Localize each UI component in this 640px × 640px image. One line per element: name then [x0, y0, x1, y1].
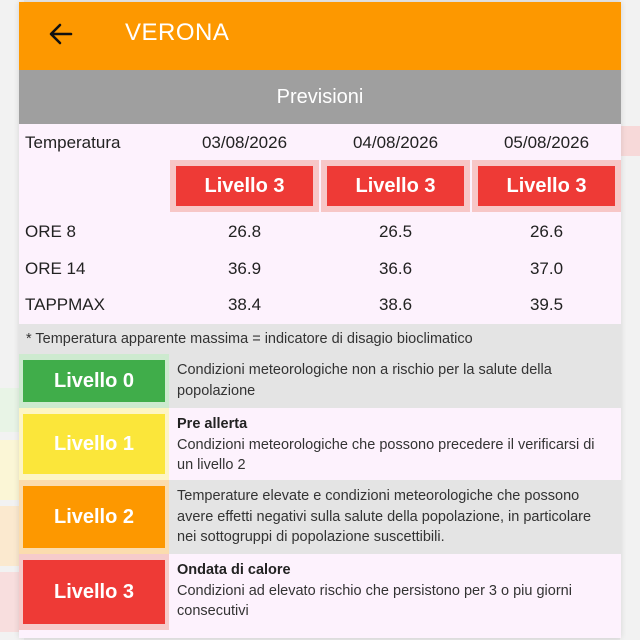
legend-badge: Livello 3: [23, 560, 165, 624]
legend-badge-wrap: [19, 354, 169, 408]
legend-description: [169, 480, 621, 554]
legend-row-level-0: [19, 354, 621, 408]
page-title: VERONA: [125, 19, 230, 46]
value-cell: 38.4: [227, 295, 262, 314]
value-cell: 36.6: [378, 259, 413, 278]
legend-row-level-2: [19, 480, 621, 554]
background-red-strip: [0, 572, 20, 632]
legend-badge: Livello 1: [23, 414, 165, 474]
footnote: * Temperatura apparente massima = indicatore di disagio bioclimatico: [19, 324, 621, 354]
value-cell: 38.6: [378, 295, 413, 314]
date-2: 04/08/2026: [352, 133, 439, 152]
level-badge-label: Livello 3: [478, 166, 615, 206]
legend-badge-wrap: [19, 480, 169, 554]
background-right-red-strip: [620, 126, 640, 156]
background-right-edge: [620, 0, 640, 640]
row-label-ore-8: ORE 8: [25, 222, 77, 241]
legend-badge: Livello 0: [23, 360, 165, 402]
arrow-left-icon[interactable]: [47, 20, 75, 48]
value-cell: 37.0: [529, 259, 564, 278]
legend-text: Condizioni meteorologiche che possono precedere il verificarsi di un livello 2: [177, 436, 595, 473]
forecast-dialog: [19, 2, 621, 638]
value-cell: 36.9: [227, 259, 262, 278]
value-cell: 26.6: [529, 222, 564, 241]
level-badge-day-3: [472, 160, 621, 212]
section-title-label: Previsioni: [276, 85, 364, 108]
legend-title: Pre allerta: [177, 416, 248, 432]
legend-row-level-3: [19, 554, 621, 630]
legend-description: [169, 554, 621, 630]
app-bar: [19, 2, 621, 70]
row-label-tappmax: TAPPMAX: [25, 295, 105, 314]
legend-text: Condizioni meteorologiche non a rischio per la salute della popolazione: [177, 362, 552, 399]
legend-description: [169, 354, 621, 408]
value-cell: 26.5: [378, 222, 413, 241]
background-yellow-strip: [0, 440, 20, 500]
section-title: [19, 70, 621, 124]
legend-text: Condizioni ad elevato rischio che persistono per 3 o piu giorni consecutivi: [177, 582, 572, 619]
date-3: 05/08/2026: [503, 133, 590, 152]
legend-text: Temperature elevate e condizioni meteorologiche che possono avere effetti negativi sulla salute della popolazione, in particolare nei sottogruppi di popolazione suscettibili.: [177, 488, 592, 545]
background-green-strip: [0, 388, 20, 432]
date-1: 03/08/2026: [201, 133, 288, 152]
row-label-ore-14: ORE 14: [25, 259, 86, 278]
level-badge-label: Livello 3: [176, 166, 313, 206]
value-cell: 26.8: [227, 222, 262, 241]
value-cell: 39.5: [529, 295, 564, 314]
temperature-label: Temperatura: [25, 133, 121, 152]
legend-badge-wrap: [19, 554, 169, 630]
legend-title: Ondata di calore: [177, 562, 291, 578]
level-badge-day-2: [321, 160, 470, 212]
legend-badge: Livello 2: [23, 486, 165, 548]
level-badge-label: Livello 3: [327, 166, 464, 206]
level-badge-day-1: [170, 160, 319, 212]
legend-description: [169, 408, 621, 480]
legend-badge-wrap: [19, 408, 169, 480]
legend-row-level-1: [19, 408, 621, 480]
background-orange-strip: [0, 506, 20, 566]
